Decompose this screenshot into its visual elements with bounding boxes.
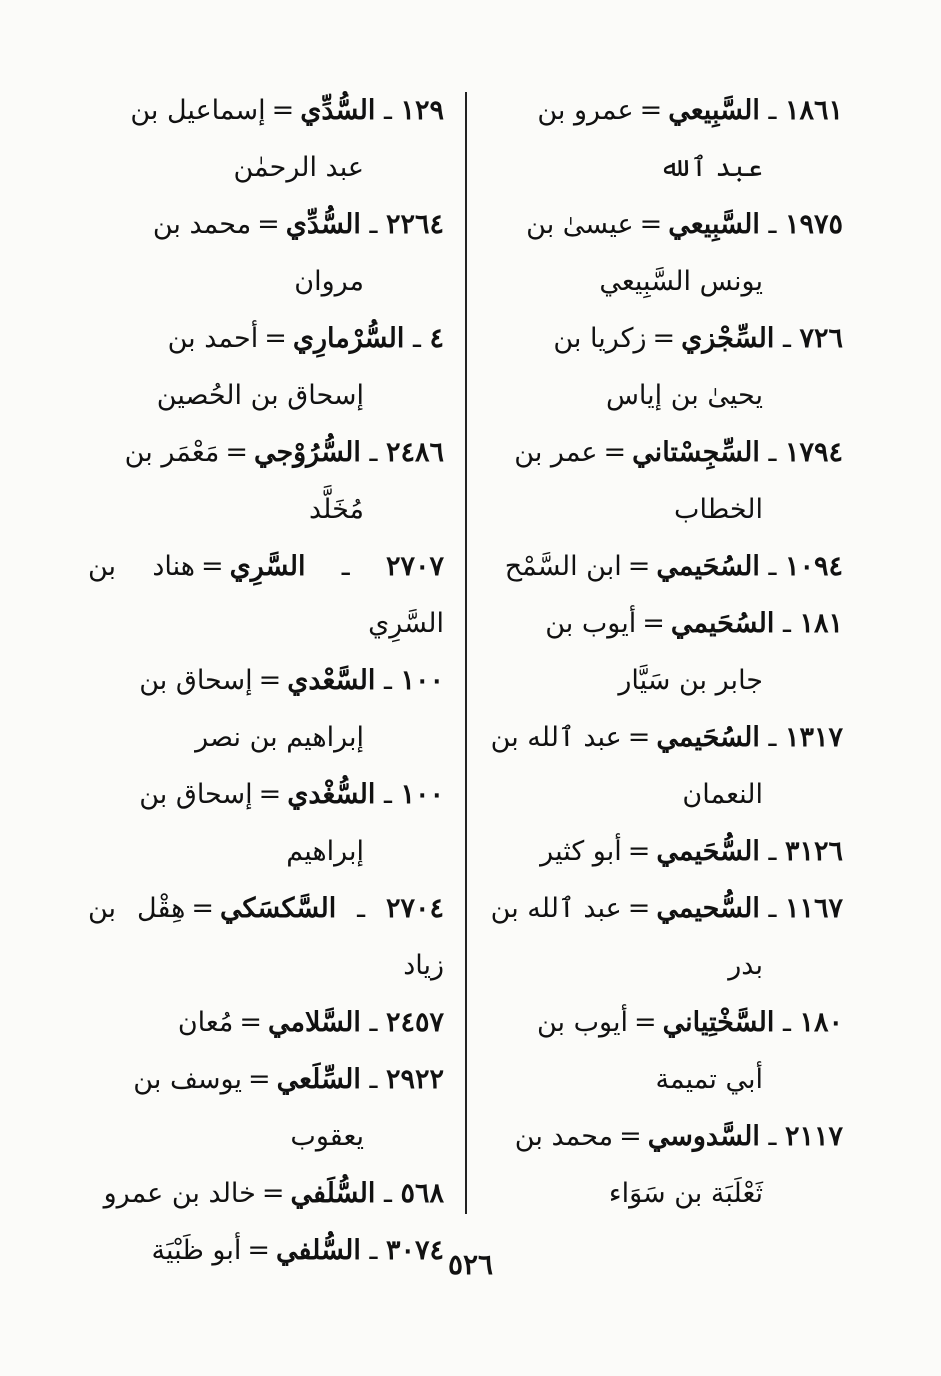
- entry-name: عبد ٱلله بن: [490, 722, 622, 753]
- entry-continuation: بدر: [728, 950, 763, 981]
- equals-sign: =: [627, 722, 651, 753]
- entry-100-a: ١٠٠ ـ السَّعْدي=إسحاق بن إبراهيم بن نصر: [88, 652, 444, 766]
- entry-nisba: السَّدوسي: [647, 1121, 760, 1152]
- equals-sign: =: [261, 1178, 285, 1209]
- index-entry: [488, 82, 843, 1222]
- entry-181: ١٨١ ـ السُحَيمي=أيوب بن جابر بن سَيَّار: [488, 595, 843, 709]
- entry-726: ٧٢٦ ـ السِّجْزي=زكريا بن يحيىٰ بن إياس: [488, 310, 843, 424]
- entry-number: ١٨١: [799, 608, 843, 639]
- entry-number: ١٢٩: [400, 95, 444, 126]
- entry-nisba: السُّدِّي: [285, 209, 361, 240]
- entry-continuation: عبد ٱلله: [659, 152, 763, 183]
- entry-number: ١٠٩٤: [784, 551, 843, 582]
- entry-number: ٧٢٦: [799, 323, 843, 354]
- equals-sign: =: [652, 323, 676, 354]
- entry-nisba: السُّلَفي: [290, 1178, 376, 1209]
- right-column: [488, 82, 843, 1222]
- entry-nisba: السِّلَعي: [276, 1064, 361, 1095]
- equals-sign: =: [633, 1007, 657, 1038]
- equals-sign: =: [639, 95, 663, 126]
- column-divider: [465, 92, 467, 1214]
- equals-sign: =: [264, 323, 287, 354]
- entry-name: محمد بن: [514, 1121, 614, 1152]
- entry-129: ١٢٩ ـ السُّدِّي=إسماعيل بن عبد الرحمٰن: [88, 82, 444, 196]
- equals-sign: =: [603, 437, 627, 468]
- equals-sign: =: [627, 893, 651, 924]
- entry-nisba: السُّرُوْجي: [253, 437, 361, 468]
- entry-number: ١٣١٧: [784, 722, 843, 753]
- entry-nisba: السُحَيمي: [656, 722, 760, 753]
- equals-sign: =: [639, 209, 663, 240]
- entry-name: إسماعيل بن: [130, 95, 266, 126]
- entry-nisba: السَّكسَكي: [219, 893, 337, 924]
- entry-name: هناد بن السَّرِي: [88, 551, 444, 639]
- equals-sign: =: [225, 437, 248, 468]
- entry-nisba: السُّحَيمي: [656, 836, 760, 867]
- entry-2707: ٢٧٠٧ ـ السَّرِي=هناد بن السَّرِي: [88, 551, 444, 639]
- entry-name: أحمد بن: [167, 323, 259, 354]
- entry-number: ٣١٢٦: [784, 836, 843, 867]
- entry-continuation: يونس السَّبِيعي: [599, 266, 763, 297]
- left-column: [88, 82, 444, 1279]
- entry-name: عمر بن: [514, 437, 598, 468]
- entry-nisba: السُّرْمارِي: [292, 323, 405, 354]
- entry-180: ١٨٠ ـ السَّخْتِياني=أيوب بن أبي تميمة: [488, 994, 843, 1108]
- entry-1794: ١٧٩٤ ـ السِّجِسْتاني=عمر بن الخطاب: [488, 424, 843, 538]
- entry-2457: ٢٤٥٧ ـ السَّلامي=مُعان: [177, 1007, 444, 1038]
- entry-2704: ٢٧٠٤ ـ السَّكسَكي=هِقْل بن زياد: [88, 893, 444, 981]
- entry-1167: ١١٦٧ ـ السُّحيمي=عبد ٱلله بن بدر: [488, 880, 843, 994]
- entry-name: أبو ظَبْيَة: [151, 1235, 242, 1266]
- entry-nisba: السُحَيمي: [656, 551, 760, 582]
- entry-nisba: السِّجْزي: [681, 323, 775, 354]
- entry-3074: ٣٠٧٤ ـ السُّلفي=أبو ظَبْيَة: [151, 1235, 444, 1266]
- entry-2117: ٢١١٧ ـ السَّدوسي=محمد بن ثَعْلَبَة بن سَوَاء: [488, 1108, 843, 1222]
- entry-number: ٢٧٠٧: [385, 551, 444, 582]
- entry-number: ٣٠٧٤: [385, 1235, 444, 1266]
- entry-name: عبد ٱلله بن: [490, 893, 622, 924]
- entry-number: ٢١١٧: [784, 1121, 843, 1152]
- entry-name: عمرو بن: [537, 95, 634, 126]
- entry-continuation: جابر بن سَيَّار: [618, 665, 763, 696]
- entry-continuation: مروان: [294, 266, 364, 297]
- entry-number: ٢٩٢٢: [385, 1064, 444, 1095]
- entry-nisba: السُّحيمي: [656, 893, 760, 924]
- entry-continuation: يعقوب: [290, 1121, 364, 1152]
- entry-nisba: السُّدِّي: [300, 95, 376, 126]
- entry-number: ١٨٦١: [784, 95, 843, 126]
- equals-sign: =: [257, 209, 280, 240]
- entry-continuation: مُخَلَّد: [308, 494, 364, 525]
- equals-sign: =: [271, 95, 295, 126]
- entry-number: ١٩٧٥: [784, 209, 843, 240]
- entry-nisba: السَّبِيعي: [668, 209, 760, 240]
- entry-100-b: ١٠٠ ـ السُّغْدي=إسحاق بن إبراهيم: [88, 766, 444, 880]
- entry-number: ١٨٠: [799, 1007, 843, 1038]
- entry-2922: ٢٩٢٢ ـ السِّلَعي=يوسف بن يعقوب: [88, 1051, 444, 1165]
- page-number: ٥٢٦: [447, 1248, 494, 1281]
- entry-nisba: السُّغْدي: [287, 779, 376, 810]
- entry-number: ٥٦٨: [400, 1178, 444, 1209]
- entry-name: عيسىٰ بن: [526, 209, 634, 240]
- entry-name: يوسف بن: [133, 1064, 242, 1095]
- entry-name: إسحاق بن: [139, 779, 253, 810]
- entry-number: ١٠٠: [400, 779, 444, 810]
- equals-sign: =: [619, 1121, 642, 1152]
- entry-nisba: السُّلفي: [275, 1235, 361, 1266]
- entry-568: ٥٦٨ ـ السُّلَفي=خالد بن عمرو: [103, 1178, 444, 1209]
- equals-sign: =: [239, 1007, 262, 1038]
- entry-number: ٢٧٠٤: [385, 893, 444, 924]
- entry-name: خالد بن عمرو: [103, 1178, 256, 1209]
- entry-4: ٤ ـ السُّرْمارِي=أحمد بن إسحاق بن الحُصين: [88, 310, 444, 424]
- entry-name: مُعان: [177, 1007, 234, 1038]
- entry-1975: ١٩٧٥ ـ السَّبِيعي=عيسىٰ بن يونس السَّبِيعي: [488, 196, 843, 310]
- entry-name: أيوب بن: [536, 1007, 628, 1038]
- entry-3126: ٣١٢٦ ـ السُّحَيمي=أبو كثير: [540, 836, 843, 867]
- entry-continuation: يحيىٰ بن إياس: [605, 380, 763, 411]
- entry-nisba: السِّجِسْتاني: [632, 437, 760, 468]
- entry-number: ١٧٩٤: [784, 437, 843, 468]
- entry-1317: ١٣١٧ ـ السُحَيمي=عبد ٱلله بن النعمان: [488, 709, 843, 823]
- equals-sign: =: [642, 608, 665, 639]
- entry-name: هِقْل بن زياد: [88, 893, 444, 981]
- entry-2486: ٢٤٨٦ ـ السُّرُوْجي=مَعْمَر بن مُخَلَّد: [88, 424, 444, 538]
- entry-continuation: إسحاق بن الحُصين: [156, 380, 364, 411]
- entry-name: إسحاق بن: [139, 665, 253, 696]
- equals-sign: =: [258, 779, 282, 810]
- entry-number: ١٠٠: [400, 665, 444, 696]
- equals-sign: =: [258, 665, 282, 696]
- entry-continuation: إبراهيم: [286, 836, 364, 867]
- entry-nisba: السُحَيمي: [670, 608, 775, 639]
- entry-name: مَعْمَر بن: [124, 437, 220, 468]
- entry-continuation: عبد الرحمٰن: [233, 152, 364, 183]
- entry-nisba: السَّعْدي: [287, 665, 376, 696]
- entry-nisba: السَّرِي: [229, 551, 306, 582]
- entry-2264: ٢٢٦٤ ـ السُّدِّي=محمد بن مروان: [88, 196, 444, 310]
- equals-sign: =: [247, 1235, 270, 1266]
- index-entry: [88, 82, 444, 1279]
- entry-number: ١١٦٧: [784, 893, 843, 924]
- entry-1094: ١٠٩٤ ـ السُحَيمي=ابن السَّمْح: [504, 551, 843, 582]
- entry-nisba: السَّبِيعي: [668, 95, 760, 126]
- equals-sign: =: [627, 551, 651, 582]
- entry-name: أيوب بن: [545, 608, 637, 639]
- entry-continuation: ثَعْلَبَة بن سَوَاء: [608, 1178, 763, 1209]
- equals-sign: =: [201, 551, 224, 582]
- entry-1861: ١٨٦١ ـ السَّبِيعي=عمرو بن عبد ٱلله: [488, 82, 843, 196]
- entry-continuation: إبراهيم بن نصر: [195, 722, 364, 753]
- entry-continuation: الخطاب: [674, 494, 763, 525]
- entry-name: زكريا بن: [553, 323, 647, 354]
- entry-number: ٢٤٨٦: [385, 437, 444, 468]
- equals-sign: =: [627, 836, 651, 867]
- entry-number: ٢٤٥٧: [385, 1007, 444, 1038]
- entry-name: أبو كثير: [540, 836, 622, 867]
- entry-nisba: السَّخْتِياني: [662, 1007, 775, 1038]
- entry-continuation: النعمان: [682, 779, 763, 810]
- equals-sign: =: [247, 1064, 271, 1095]
- entry-continuation: أبي تميمة: [655, 1064, 763, 1095]
- equals-sign: =: [191, 893, 214, 924]
- entry-number: ٤: [429, 323, 444, 354]
- entry-number: ٢٢٦٤: [385, 209, 444, 240]
- entry-name: محمد بن: [152, 209, 252, 240]
- entry-name: ابن السَّمْح: [504, 551, 622, 582]
- entry-nisba: السَّلامي: [268, 1007, 361, 1038]
